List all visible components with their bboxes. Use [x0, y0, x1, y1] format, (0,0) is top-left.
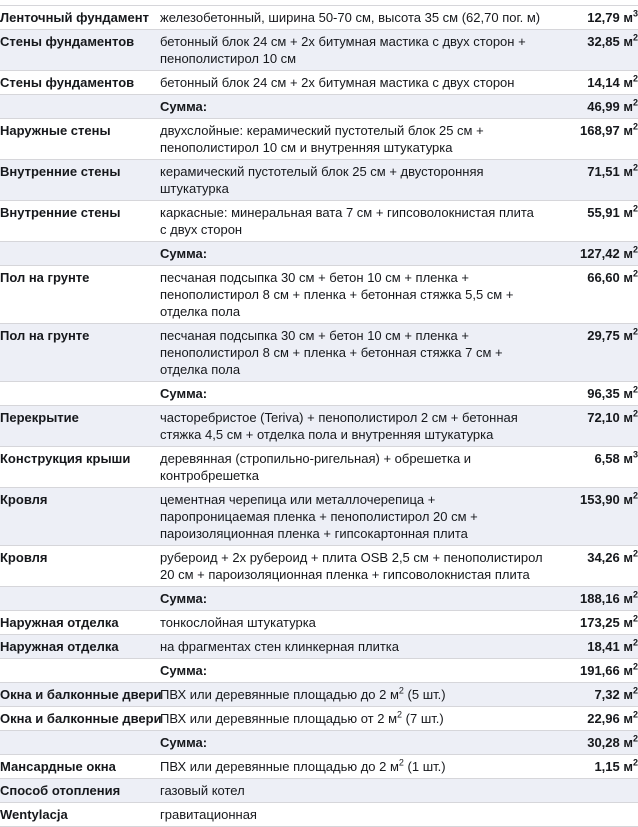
row-label: Wentylacja: [0, 803, 160, 827]
row-label: Пол на грунте: [0, 324, 160, 382]
row-value: 191,66 $м^2$: [543, 659, 638, 683]
row-description: каркасные: минеральная вата 7 см + гипсоволокнистая плита с двух сторон: [160, 201, 543, 242]
row-label: Конструкция крыши: [0, 447, 160, 488]
table-row: [0, 30, 638, 71]
table-row: [0, 755, 638, 779]
row-label: [0, 95, 160, 119]
table-row: [0, 587, 638, 611]
row-description: рубероид + 2х рубероид + плита OSB 2,5 см + пенополистирол 20 см + пароизоляционная пленка + гипсоволокнистая плита: [160, 546, 543, 587]
row-description: Сумма:: [160, 659, 543, 683]
row-description: тонкослойная штукатурка: [160, 611, 543, 635]
row-value: 29,75 $м^2$: [543, 324, 638, 382]
table-row: [0, 201, 638, 242]
row-description: Сумма:: [160, 95, 543, 119]
row-value: 71,51 $м^2$: [543, 160, 638, 201]
row-value: 12,79 $м^3$: [543, 6, 638, 30]
row-label: Мансардные окна: [0, 755, 160, 779]
row-value: 7,32 $м^2$: [543, 683, 638, 707]
row-label: Внутренние стены: [0, 160, 160, 201]
specs-table: [0, 5, 638, 827]
row-value: 55,91 $м^2$: [543, 201, 638, 242]
row-value: 72,10 $м^2$: [543, 406, 638, 447]
row-value: 153,90 $м^2$: [543, 488, 638, 546]
row-label: Наружная отделка: [0, 611, 160, 635]
row-value: 173,25 $м^2$: [543, 611, 638, 635]
row-description: железобетонный, ширина 50-70 см, высота 35 см (62,70 пог. м): [160, 6, 543, 30]
row-description: бетонный блок 24 см + 2х битумная мастика с двух сторон: [160, 71, 543, 95]
row-label: [0, 587, 160, 611]
row-label: Перекрытие: [0, 406, 160, 447]
row-description: Сумма:: [160, 242, 543, 266]
row-description: песчаная подсыпка 30 см + бетон 10 см + пленка + пенополистирол 8 см + пленка + бетонная стяжка 7 см + отделка пола: [160, 324, 543, 382]
row-value: 46,99 $м^2$: [543, 95, 638, 119]
row-description: песчаная подсыпка 30 см + бетон 10 см + пленка + пенополистирол 8 см + пленка + бетонная стяжка 5,5 см + отделка пола: [160, 266, 543, 324]
table-row: [0, 731, 638, 755]
row-label: [0, 382, 160, 406]
row-description: бетонный блок 24 см + 2х битумная мастика с двух сторон + пенополистирол 10 см: [160, 30, 543, 71]
row-label: [0, 659, 160, 683]
table-row: [0, 242, 638, 266]
row-label: Кровля: [0, 488, 160, 546]
row-description: деревянная (стропильно-ригельная) + обрешетка и контробрешетка: [160, 447, 543, 488]
row-value: 66,60 $м^2$: [543, 266, 638, 324]
table-row: [0, 382, 638, 406]
table-row: [0, 406, 638, 447]
row-value: 14,14 $м^2$: [543, 71, 638, 95]
row-description: ПВХ или деревянные площадью от 2 $м^2$ (7 шт.): [160, 707, 543, 731]
row-value: 34,26 $м^2$: [543, 546, 638, 587]
table-row: [0, 683, 638, 707]
row-label: Внутренние стены: [0, 201, 160, 242]
table-row: [0, 95, 638, 119]
row-label: Стены фундаментов: [0, 30, 160, 71]
table-row: [0, 119, 638, 160]
row-description: ПВХ или деревянные площадью до 2 $м^2$ (1 шт.): [160, 755, 543, 779]
table-row: [0, 488, 638, 546]
row-description: Сумма:: [160, 587, 543, 611]
table-row: [0, 659, 638, 683]
table-row: [0, 71, 638, 95]
row-label: Пол на грунте: [0, 266, 160, 324]
row-value: [543, 803, 638, 827]
row-description: гравитационная: [160, 803, 543, 827]
table-row: [0, 546, 638, 587]
row-value: 127,42 $м^2$: [543, 242, 638, 266]
row-value: 30,28 $м^2$: [543, 731, 638, 755]
row-label: Окна и балконные двери: [0, 683, 160, 707]
table-row: [0, 635, 638, 659]
row-value: 6,58 $м^3$: [543, 447, 638, 488]
specs-table-body: [0, 6, 638, 827]
row-description: часторебристое (Teriva) + пенополистирол 2 см + бетонная стяжка 4,5 см + отделка пола и внутренняя штукатурка: [160, 406, 543, 447]
table-row: [0, 447, 638, 488]
table-row: [0, 160, 638, 201]
row-label: Ленточный фундамент: [0, 6, 160, 30]
row-label: [0, 731, 160, 755]
row-description: двухслойные: керамический пустотелый блок 25 см + пенополистирол 10 см и внутренняя штукатурка: [160, 119, 543, 160]
table-row: [0, 803, 638, 827]
row-value: 168,97 $м^2$: [543, 119, 638, 160]
row-label: Стены фундаментов: [0, 71, 160, 95]
row-label: Наружные стены: [0, 119, 160, 160]
row-label: Способ отопления: [0, 779, 160, 803]
table-row: [0, 324, 638, 382]
table-row: [0, 266, 638, 324]
row-description: газовый котел: [160, 779, 543, 803]
row-description: цементная черепица или металлочерепица + паропроницаемая пленка + пенополистирол 20 см + пароизоляционная пленка + гипсокартонная плита: [160, 488, 543, 546]
row-label: Наружная отделка: [0, 635, 160, 659]
table-row: [0, 707, 638, 731]
row-value: 96,35 $м^2$: [543, 382, 638, 406]
row-description: на фрагментах стен клинкерная плитка: [160, 635, 543, 659]
row-description: Сумма:: [160, 382, 543, 406]
table-row: [0, 6, 638, 30]
row-label: [0, 242, 160, 266]
row-value: 22,96 $м^2$: [543, 707, 638, 731]
row-value: 1,15 $м^2$: [543, 755, 638, 779]
row-label: Окна и балконные двери: [0, 707, 160, 731]
row-description: Сумма:: [160, 731, 543, 755]
table-row: [0, 611, 638, 635]
row-label: Кровля: [0, 546, 160, 587]
row-description: керамический пустотелый блок 25 см + двусторонняя штукатурка: [160, 160, 543, 201]
row-value: 32,85 $м^2$: [543, 30, 638, 71]
row-value: 188,16 $м^2$: [543, 587, 638, 611]
row-value: 18,41 $м^2$: [543, 635, 638, 659]
row-description: ПВХ или деревянные площадью до 2 $м^2$ (5 шт.): [160, 683, 543, 707]
